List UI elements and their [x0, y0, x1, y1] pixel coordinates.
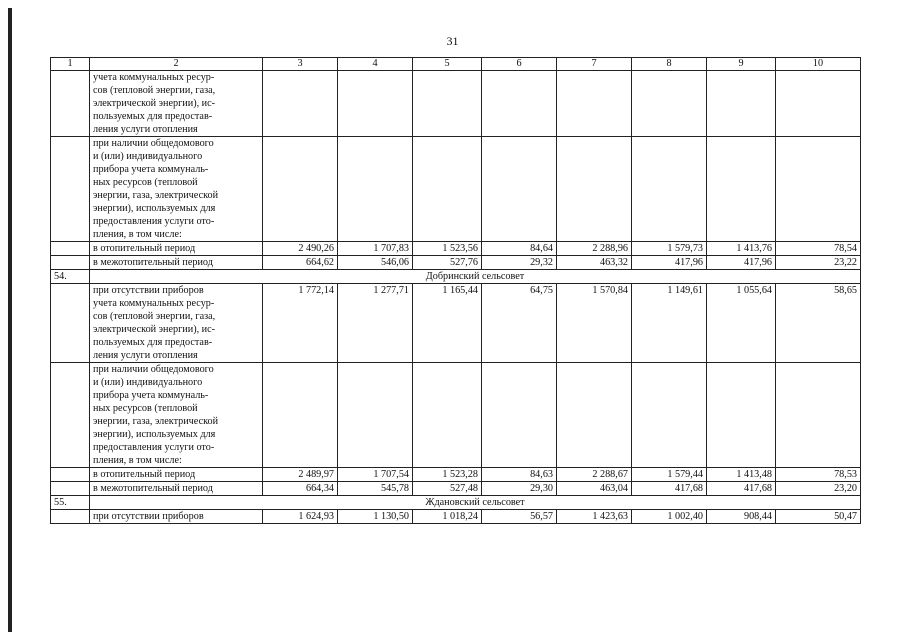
- table-row: [51, 242, 861, 256]
- header-cell: 4: [338, 58, 413, 71]
- table-row: [51, 468, 861, 482]
- value-cell: 417,96: [707, 256, 776, 270]
- value-cell: 56,57: [482, 510, 557, 524]
- section-title: Добринский сельсовет: [90, 270, 861, 284]
- value-cell: 1 423,63: [557, 510, 632, 524]
- value-cell: 545,78: [338, 482, 413, 496]
- value-cell: 23,20: [776, 482, 861, 496]
- header-cell: 8: [632, 58, 707, 71]
- value-cell: 2 489,97: [263, 468, 338, 482]
- row-label: при наличии общедомового и (или) индивидуального прибора учета коммуналь- ных ресурсов (тепловой энергии, газа, электрической энергии), используемых для предоставления услуги ото- пления, в том числе:: [90, 137, 263, 242]
- table-row: [51, 363, 861, 468]
- value-cell: 463,32: [557, 256, 632, 270]
- value-cell: 527,76: [413, 256, 482, 270]
- row-label: в отопительный период: [90, 468, 263, 482]
- table-row: [51, 284, 861, 363]
- value-cell: 908,44: [707, 510, 776, 524]
- value-cell: 1 413,76: [707, 242, 776, 256]
- value-cell: 84,64: [482, 242, 557, 256]
- value-cell: 2 490,26: [263, 242, 338, 256]
- table-row: [51, 510, 861, 524]
- value-cell: 84,63: [482, 468, 557, 482]
- table-row: [51, 71, 861, 137]
- value-cell: 1 413,48: [707, 468, 776, 482]
- value-cell: 1 523,56: [413, 242, 482, 256]
- header-cell: 2: [90, 58, 263, 71]
- row-label: при отсутствии приборов: [90, 510, 263, 524]
- value-cell: 1 002,40: [632, 510, 707, 524]
- header-cell: 3: [263, 58, 338, 71]
- row-label: в отопительный период: [90, 242, 263, 256]
- section-number: 54.: [51, 270, 90, 284]
- section-title: Ждановский сельсовет: [90, 496, 861, 510]
- value-cell: 23,22: [776, 256, 861, 270]
- table-row: [51, 482, 861, 496]
- value-cell: 664,34: [263, 482, 338, 496]
- value-cell: 29,32: [482, 256, 557, 270]
- value-cell: 1 523,28: [413, 468, 482, 482]
- value-cell: 1 149,61: [632, 284, 707, 363]
- value-cell: 1 018,24: [413, 510, 482, 524]
- value-cell: 78,53: [776, 468, 861, 482]
- row-number-cell: [51, 137, 90, 242]
- row-number-cell: [51, 71, 90, 137]
- value-cell: 2 288,67: [557, 468, 632, 482]
- value-cell: 1 579,73: [632, 242, 707, 256]
- table-row: [51, 137, 861, 242]
- header-cell: 10: [776, 58, 861, 71]
- row-label: при наличии общедомового и (или) индивидуального прибора учета коммуналь- ных ресурсов (тепловой энергии, газа, электрической энергии), используемых для предоставления услуги ото- пления, в том числе:: [90, 363, 263, 468]
- header-cell: 5: [413, 58, 482, 71]
- value-cell: 50,47: [776, 510, 861, 524]
- header-cell: 7: [557, 58, 632, 71]
- header-cell: 9: [707, 58, 776, 71]
- value-cell: 527,48: [413, 482, 482, 496]
- value-cell: 64,75: [482, 284, 557, 363]
- value-cell: 1 055,64: [707, 284, 776, 363]
- section-row: [51, 496, 861, 510]
- header-cell: 6: [482, 58, 557, 71]
- value-cell: 29,30: [482, 482, 557, 496]
- row-label: при отсутствии приборов учета коммунальных ресур- сов (тепловой энергии, газа, электрической энергии), ис- пользуемых для предостав- ления услуги отопления: [90, 284, 263, 363]
- value-cell: 1 165,44: [413, 284, 482, 363]
- value-cell: 664,62: [263, 256, 338, 270]
- value-cell: 2 288,96: [557, 242, 632, 256]
- value-cell: 78,54: [776, 242, 861, 256]
- value-cell: 1 707,83: [338, 242, 413, 256]
- table-header-row: [51, 58, 861, 71]
- section-row: [51, 270, 861, 284]
- row-label: в межотопительный период: [90, 256, 263, 270]
- row-label: учета коммунальных ресур- сов (тепловой энергии, газа, электрической энергии), ис- пользуемых для предостав- ления услуги отопления: [90, 71, 263, 137]
- value-cell: 417,68: [632, 482, 707, 496]
- value-cell: 417,96: [632, 256, 707, 270]
- row-label: в межотопительный период: [90, 482, 263, 496]
- section-number: 55.: [51, 496, 90, 510]
- tariff-table: [50, 57, 861, 524]
- page-edge-bar: [8, 8, 12, 632]
- value-cell: 1 579,44: [632, 468, 707, 482]
- value-cell: 58,65: [776, 284, 861, 363]
- page-number: 31: [446, 34, 459, 48]
- value-cell: 1 624,93: [263, 510, 338, 524]
- value-cell: 1 707,54: [338, 468, 413, 482]
- value-cell: 1 277,71: [338, 284, 413, 363]
- header-cell: 1: [51, 58, 90, 71]
- table-row: [51, 256, 861, 270]
- value-cell: 1 570,84: [557, 284, 632, 363]
- value-cell: 546,06: [338, 256, 413, 270]
- value-cell: 1 130,50: [338, 510, 413, 524]
- value-cell: 1 772,14: [263, 284, 338, 363]
- value-cell: 463,04: [557, 482, 632, 496]
- value-cell: 417,68: [707, 482, 776, 496]
